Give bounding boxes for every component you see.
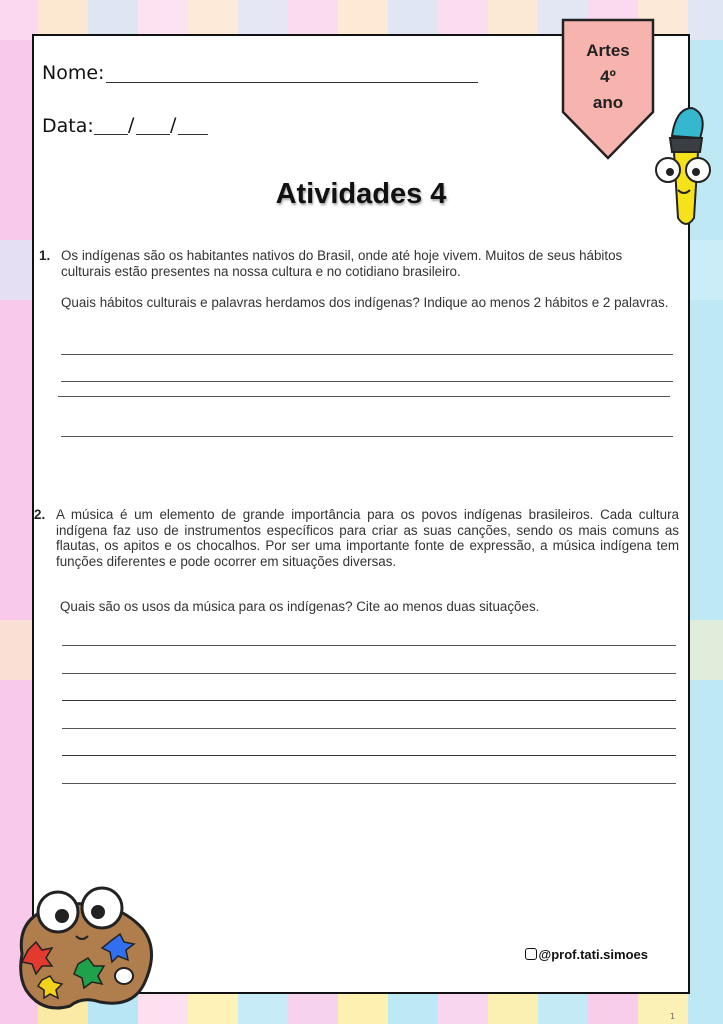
paintbrush-icon: [652, 106, 716, 234]
date-month-line[interactable]: [136, 134, 170, 135]
question-number: 2.: [34, 507, 46, 522]
answer-line[interactable]: [62, 728, 676, 729]
answer-line[interactable]: [62, 700, 676, 701]
paint-palette-icon: [12, 884, 162, 1014]
instagram-handle[interactable]: [525, 947, 648, 962]
tag-subject: Artes: [586, 41, 630, 60]
question-1: [39, 248, 673, 311]
date-slash: /: [128, 114, 135, 136]
question-paragraph: Os indígenas são os habitantes nativos do Brasil, onde até hoje vivem. Muitos de seus hábitos culturais estão presentes na nossa cultura e no cotidiano brasileiro.: [61, 248, 623, 279]
page-title: Atividades 4: [275, 178, 447, 210]
date-label: Data:: [42, 115, 94, 137]
question-number: 1.: [39, 248, 51, 263]
tag-grade: 4º: [600, 67, 616, 86]
question-2: [34, 507, 679, 569]
question-prompt: Quais hábitos culturais e palavras herdamos dos indígenas? Indique ao menos 2 hábitos e 2 palavras.: [61, 295, 669, 310]
answer-line[interactable]: [62, 755, 676, 756]
question-paragraph: A música é um elemento de grande importância para os povos indígenas brasileiros. Cada cultura indígena faz uso de instrumentos específicos para criar as suas canções, sendo os mais comuns as flautas, os apitos e os chocalhos. Por ser uma importante fonte de expressão, a música indígena tem funções diferentes e pode ocorrer em situações diversas.: [56, 507, 679, 569]
answer-line[interactable]: [58, 396, 670, 397]
worksheet-page: [32, 34, 690, 994]
answer-line[interactable]: [62, 673, 676, 674]
instagram-icon: [525, 948, 537, 960]
tag-year: ano: [592, 93, 624, 112]
date-day-line[interactable]: [94, 134, 128, 135]
name-label: Nome:: [42, 62, 105, 84]
grade-tag: [561, 18, 655, 160]
question-prompt: Quais são os usos da música para os indígenas? Cite ao menos duas situações.: [60, 599, 540, 614]
answer-line[interactable]: [61, 354, 673, 355]
answer-line[interactable]: [62, 783, 676, 784]
handle-text: @prof.tati.simoes: [538, 947, 648, 962]
date-slash: /: [170, 114, 177, 136]
name-line[interactable]: [106, 82, 478, 83]
answer-line[interactable]: [61, 436, 673, 437]
date-year-line[interactable]: [178, 134, 208, 135]
page-number: 1: [670, 1012, 676, 1021]
answer-line[interactable]: [61, 381, 673, 382]
answer-line[interactable]: [62, 645, 676, 646]
